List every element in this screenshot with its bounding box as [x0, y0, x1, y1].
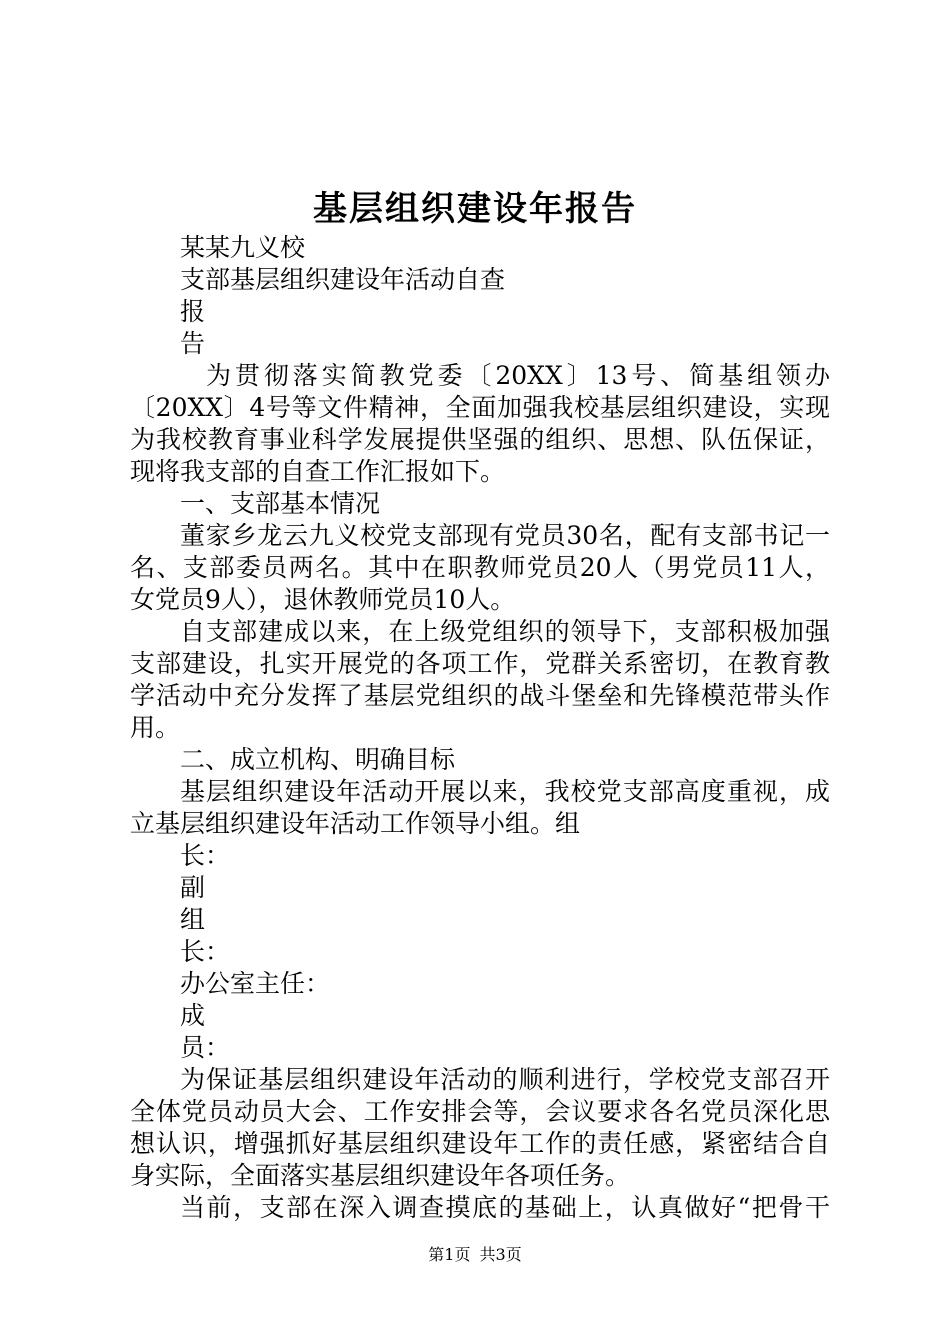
- text-line: 副: [180, 873, 206, 902]
- text-line: 想认识，增强抓好基层组织建设年工作的责任感，紧密结合自: [130, 1129, 830, 1158]
- text-line: 报: [180, 297, 206, 326]
- text-line: 董家乡龙云九义校党支部现有党员30名，配有支部书记一: [180, 521, 830, 550]
- text-line: 为保证基层组织建设年活动的顺利进行，学校党支部召开: [180, 1065, 830, 1094]
- text-line: 立基层组织建设年活动工作领导小组。组: [130, 809, 581, 838]
- text-line: 用。: [130, 713, 181, 742]
- text-line: 长：: [180, 841, 231, 870]
- text-line: 〔20XX〕4号等文件精神，全面加强我校基层组织建设，实现: [130, 393, 830, 422]
- text-line: 成: [180, 1001, 206, 1030]
- document-body: [130, 232, 830, 1224]
- text-line: 支部基层组织建设年活动自查: [180, 265, 506, 294]
- document-title: 基层组织建设年报告: [313, 189, 637, 229]
- text-line: 二、成立机构、明确目标: [180, 745, 456, 774]
- text-line: 为我校教育事业科学发展提供坚强的组织、思想、队伍保证，: [130, 425, 830, 454]
- text-line: 自支部建成以来，在上级党组织的领导下，支部积极加强: [180, 617, 830, 646]
- text-line: 女党员9人），退休教师党员10人。: [130, 585, 516, 614]
- text-line: 身实际，全面落实基层组织建设年各项任务。: [130, 1161, 631, 1190]
- text-line: 某某九义校: [180, 233, 306, 262]
- text-line: 员：: [180, 1033, 231, 1062]
- text-line: 基层组织建设年活动开展以来，我校党支部高度重视，成: [180, 777, 830, 806]
- text-line: 一、支部基本情况: [180, 489, 381, 518]
- text-line: 当前，支部在深入调查摸底的基础上，认真做好“把骨干: [180, 1193, 830, 1222]
- text-line: 名、支部委员两名。其中在职教师党员20人（男党员11人，: [130, 553, 830, 582]
- text-line: 支部建设，扎实开展党的各项工作，党群关系密切，在教育教: [130, 649, 830, 678]
- text-line: 组: [180, 905, 206, 934]
- text-line: 办公室主任：: [180, 969, 331, 998]
- page-footer: 第1页 共3页: [428, 1245, 522, 1264]
- text-line: 长：: [180, 937, 231, 966]
- text-line: 现将我支部的自查工作汇报如下。: [130, 457, 506, 486]
- text-line: 告: [180, 329, 206, 358]
- text-line: 为贯彻落实简教党委〔20XX〕13号、简基组领办: [206, 361, 830, 390]
- text-line: 学活动中充分发挥了基层党组织的战斗堡垒和先锋模范带头作: [130, 681, 830, 710]
- text-line: 全体党员动员大会、工作安排会等，会议要求各名党员深化思: [130, 1097, 830, 1126]
